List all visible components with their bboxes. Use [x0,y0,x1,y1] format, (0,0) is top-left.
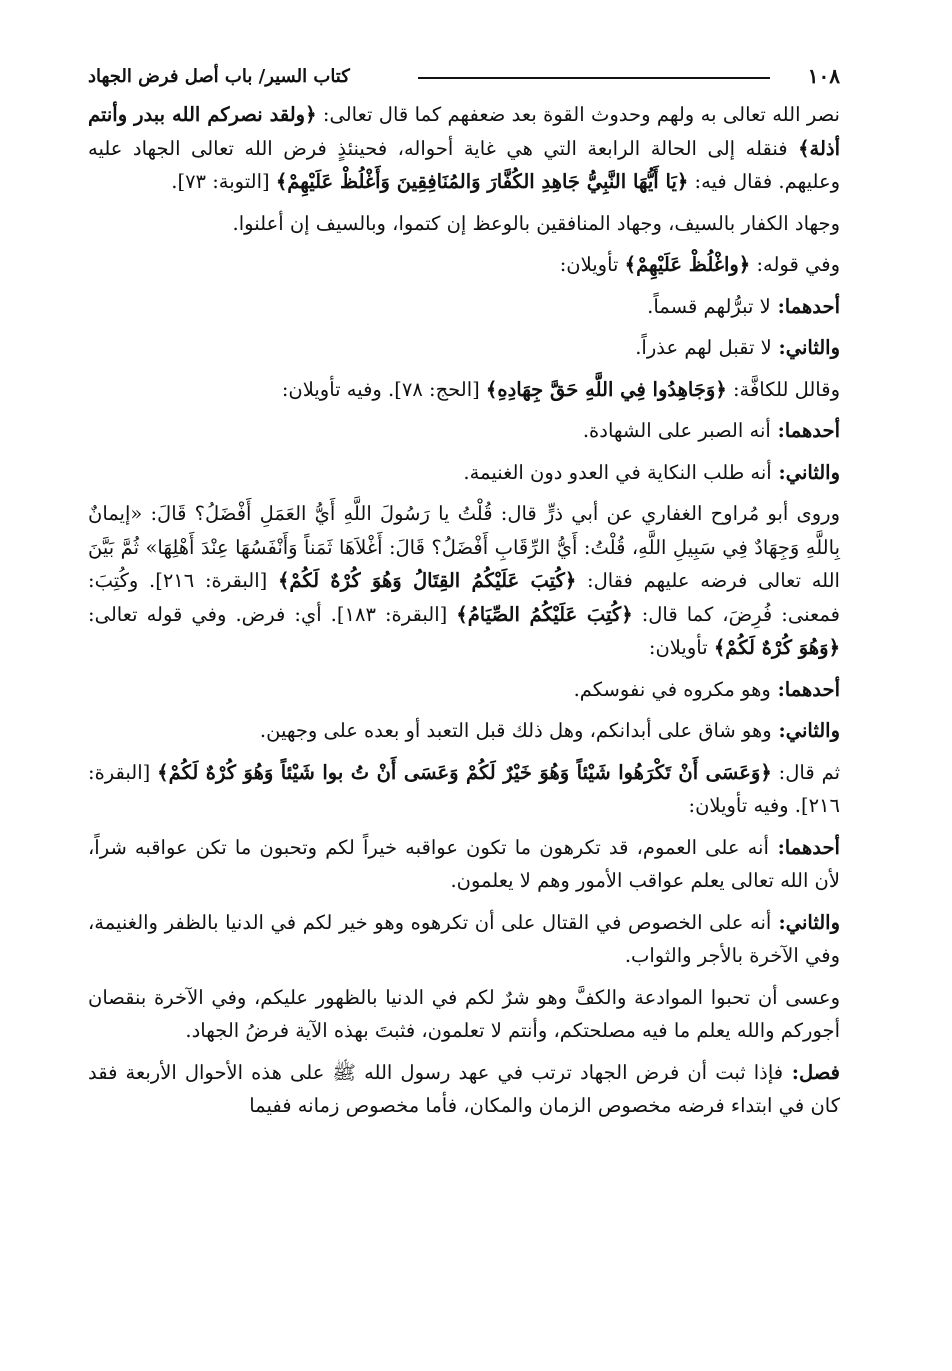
paragraph-text: وروى أبو مُراوح الغفاري عن أبي ذرٍّ قال: قُلْتُ يا رَسُولَ اللَّهِ أَيُّ العَمَلِ أَفْضَلُ؟ قَالَ: «إيمانٌ بِاللَّهِ وَجِهَادٌ فِي سَبِيلِ اللَّهِ، قُلْتُ: أَيُّ الرِّقَابِ أَفْضَلُ؟ قَالَ: أَغْلاَهَا ثَمَناً وَأَنْفَسُهَا عِنْدَ أَهْلِهَا» ثُمَّ بَيَّنَ الله تعالى فرضه عليهم فقال: [88,502,840,592]
paragraph-label: والثاني: [771,460,840,484]
quran-quote: ﴿ولقد نصركم الله ببدر وأنتم أذلة﴾ [88,103,840,160]
paragraph-text: ثم قال: [771,760,840,784]
paragraph-text: وهو مكروه في نفوسكم. [573,677,771,701]
quran-quote: ﴿يَا أَيُّهَا النَّبِيُّ جَاهِدِ الكُفَّارَ وَالمُنَافِقِينَ وَأَغْلُظْ عَلَيْهِمْ﴾ [275,170,689,193]
paragraph [88,456,840,490]
paragraph [88,981,840,1048]
paragraph [88,373,840,407]
paragraph-label: أحدهما: [768,835,840,859]
paragraph-text: [البقرة: ١٨٣]. أي: فرض. وفي قوله تعالى: [88,602,457,626]
paragraph [88,248,840,282]
paragraph-text: أنه الصبر على الشهادة. [582,419,771,442]
paragraph [88,1056,840,1123]
paragraph-text: نصر الله تعالى به ولهم وحدوث القوة بعد ضعفهم كما قال تعالى: [316,103,840,126]
quran-quote: ﴿كُتِبَ عَلَيْكُمُ الصِّيَامُ﴾ [456,602,633,626]
paragraph-text: لا تبرُّلهم قسماً. [647,294,771,318]
paragraph [88,906,840,973]
paragraph [88,98,840,199]
paragraph-text: [البقرة: ٢١٦]. وفيه تأويلان: [88,760,840,817]
paragraph-text: [البقرة: ٢١٦]. وكُتِبَ: فمعنى: فُرِضَ، كما قال: [88,569,841,626]
paragraph-label: والثاني: [771,336,840,359]
paragraph-text: وفي قوله: [750,253,840,276]
paragraph [88,290,840,324]
paragraph-label: أحدهما: [770,419,840,442]
paragraph-text: [الحج: ٧٨]. وفيه تأويلان: [281,377,486,401]
paragraph-label: أحدهما: [770,677,840,701]
header-rule [418,77,770,79]
paragraph-text: فإذا ثبت أن فرض الجهاد ترتب في عهد رسول الله ﷺ على هذه الأحوال الأربعة فقد كان في ابتداء فرضه مخصوص الزمان والمكان، فأما مخصوص زمانه ففيما [88,1060,840,1117]
quran-quote: ﴿وَعَسَى أَنْ تَكْرَهُوا شَيْئاً وَهُوَ خَيْرٌ لَكُمْ وَعَسَى أَنْ تُ بوا شَيْئاً وَهُوَ كُرْهٌ لَكُمْ﴾ [157,760,772,784]
paragraph-text: وعسى أن تحبوا الموادعة والكفَّ وهو شرٌ لكم في الدنيا بالظهور عليكم، وفي الآخرة بنقصان أجوركم والله يعلم ما فيه مصلحتكم، وأنتم لا تعلمون، فثبتَ بهذه الآية فرضُ الجهاد. [88,985,840,1042]
book-page [88,60,840,1131]
paragraph-label: فصل: [783,1060,840,1084]
paragraph [88,714,840,748]
quran-quote: ﴿وَجَاهِدُوا فِي اللَّهِ حَقَّ جِهَادِهِ﴾ [485,377,727,401]
paragraph [88,756,840,823]
page-number: ١٠٨ [807,64,840,88]
page-header [88,60,840,98]
paragraph-text: لا تقبل لهم عذراً. [635,336,772,359]
paragraph-text: أنه طلب النكاية في العدو دون الغنيمة. [463,460,772,484]
paragraph-text: وقالل للكافَّة: [726,377,840,401]
paragraph [88,831,840,898]
body-text [88,98,840,1123]
paragraph-text: وجهاد الكفار بالسيف، وجهاد المنافقين بالوعظ إن كتموا، وبالسيف إن أعلنوا. [232,211,840,235]
paragraph [88,207,840,241]
paragraph-text: أنه على الخصوص في القتال على أن تكرهوه وهو خير لكم في الدنيا بالظفر والغنيمة، وفي الآخرة بالأجر والثواب. [88,910,840,967]
running-title: كتاب السير/ باب أصل فرض الجهاد [88,66,350,87]
paragraph [88,331,840,365]
quran-quote: ﴿وَهُوَ كُرْهٌ لَكُمْ﴾ [713,636,840,659]
paragraph-label: والثاني: [771,719,840,742]
paragraph-text: وهو شاق على أبدانكم، وهل ذلك قبل التعبد أو بعده على وجهين. [259,719,772,742]
paragraph-text: تأويلان: [648,636,714,659]
paragraph [88,497,840,665]
paragraph-text: تأويلان: [559,253,625,276]
paragraph-text: فنقله إلى الحالة الرابعة التي هي غاية أحواله، فحينئذٍ فرض الله تعالى الجهاد عليه وعليهم. فقال فيه: [88,136,840,193]
quran-quote: ﴿واغْلُظْ عَلَيْهِمْ﴾ [624,253,751,276]
paragraph-text: أنه على العموم، قد تكرهون ما تكون عواقبه خيراً لكم وتحبون ما تكن عواقبه شراً، لأن الله تعالى يعلم عواقب الأمور وهم لا يعلمون. [88,835,840,892]
paragraph [88,414,840,448]
paragraph-text: [التوبة: ٧٣]. [171,170,276,193]
quran-quote: ﴿كُتِبَ عَلَيْكُمُ القِتَالُ وَهُوَ كُرْهٌ لَكُمْ﴾ [277,569,577,592]
paragraph [88,673,840,707]
paragraph-label: أحدهما: [770,294,840,318]
paragraph-label: والثاني: [771,910,840,934]
